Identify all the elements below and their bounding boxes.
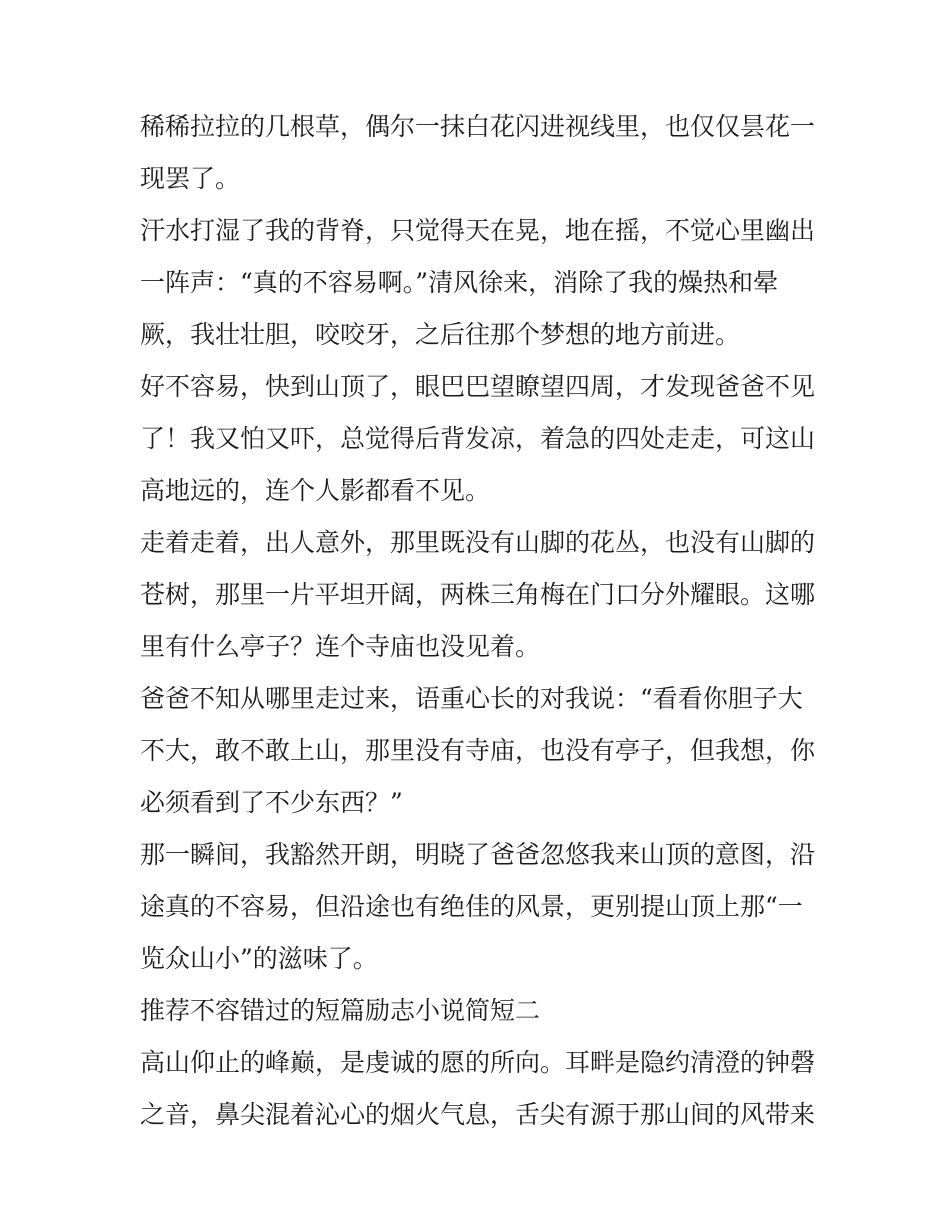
text-line: 稀稀拉拉的几根草，偶尔一抹白花闪进视线里，也仅仅昙花一: [140, 112, 816, 141]
text-line: 高地远的，连个人影都看不见。: [140, 476, 491, 505]
text-line: 览众山小”的滋味了。: [140, 944, 378, 973]
text-line: 不大，敢不敢上山，那里没有寺庙，也没有亭子，但我想，你: [140, 736, 816, 765]
text-line: 必须看到了不少东西？”: [140, 788, 403, 817]
text-line: 了！我又怕又吓，总觉得后背发凉，着急的四处走走，可这山: [140, 424, 816, 453]
text-line: 之音，鼻尖混着沁心的烟火气息，舌尖有源于那山间的风带来: [140, 1100, 816, 1129]
text-line: 途真的不容易，但沿途也有绝佳的风景，更别提山顶上那“一: [140, 892, 803, 921]
text-line: 苍树，那里一片平坦开阔，两株三角梅在门口分外耀眼。这哪: [140, 580, 816, 609]
text-line: 高山仰止的峰巅，是虔诚的愿的所向。耳畔是隐约清澄的钟磬: [140, 1048, 816, 1077]
text-line: 现罢了。: [140, 164, 241, 193]
text-line: 那一瞬间，我豁然开朗，明晓了爸爸忽悠我来山顶的意图，沿: [140, 840, 816, 869]
text-line: 走着走着，出人意外，那里既没有山脚的花丛，也没有山脚的: [140, 528, 816, 557]
section-heading: 推荐不容错过的短篇励志小说简短二: [140, 996, 541, 1025]
text-line: 汗水打湿了我的背脊，只觉得天在晃，地在摇，不觉心里幽出: [140, 216, 816, 245]
text-line: 一阵声：“真的不容易啊。”清风徐来，消除了我的燥热和晕: [140, 268, 779, 297]
document-body: [140, 101, 820, 1141]
text-line: 里有什么亭子？连个寺庙也没见着。: [140, 632, 541, 661]
text-line: 爸爸不知从哪里走过来，语重心长的对我说：“看看你胆子大: [140, 684, 803, 713]
text-line: 厥，我壮壮胆，咬咬牙，之后往那个梦想的地方前进。: [140, 320, 741, 349]
text-line: 好不容易，快到山顶了，眼巴巴望瞭望四周，才发现爸爸不见: [140, 372, 816, 401]
